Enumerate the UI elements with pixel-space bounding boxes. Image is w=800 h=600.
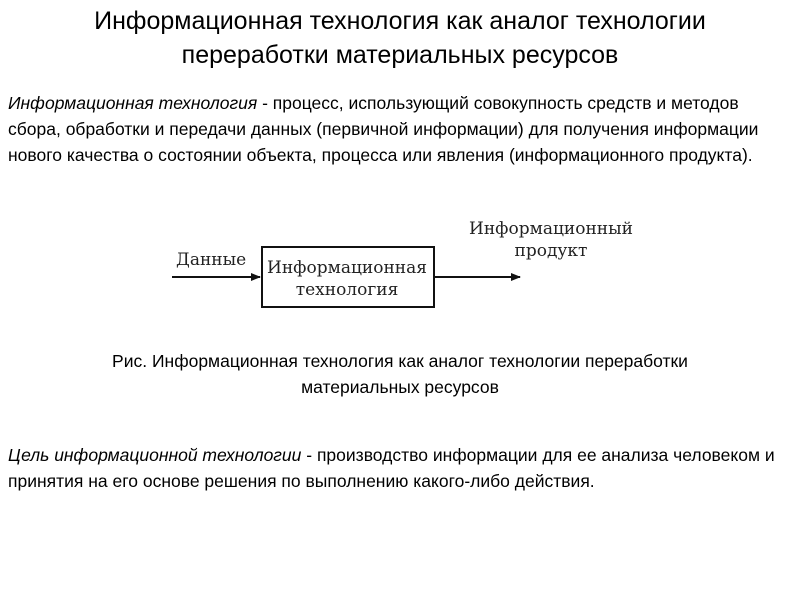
- goal-paragraph: [8, 442, 778, 494]
- process-box-label: [262, 257, 432, 301]
- figure-caption-line1: Рис. Информационная технология как аналог технологии переработки: [112, 351, 688, 371]
- output-label-line2: продукт: [514, 241, 588, 261]
- process-box-label-line1: Информационная: [267, 258, 427, 278]
- figure-caption-line2: материальных ресурсов: [301, 377, 499, 397]
- process-box-label-line2: технология: [295, 280, 399, 300]
- goal-text: - производство информации для ее анализа человеком и принятия на его основе решения по выполнению какого-либо действия.: [8, 445, 775, 491]
- page-title-line2: переработки материальных ресурсов: [181, 41, 619, 69]
- page-title-line1: Информационная технология как аналог технологии: [94, 7, 706, 35]
- definition-text: - процесс, использующий совокупность средств и методов сбора, обработки и передачи данных (первичной информации) для получения информации нового качества о состоянии объекта, процесса или явления (информационного продукта).: [8, 93, 759, 165]
- figure-caption: [0, 348, 800, 400]
- input-label: Данные: [176, 250, 247, 270]
- process-diagram: [150, 205, 650, 325]
- goal-term: Цель информационной технологии: [8, 445, 302, 465]
- output-label: [466, 218, 636, 262]
- definition-term: Информационная технология: [8, 93, 258, 113]
- page-title: [0, 4, 800, 72]
- definition-paragraph: [8, 90, 778, 176]
- output-label-line1: Информационный: [469, 219, 633, 239]
